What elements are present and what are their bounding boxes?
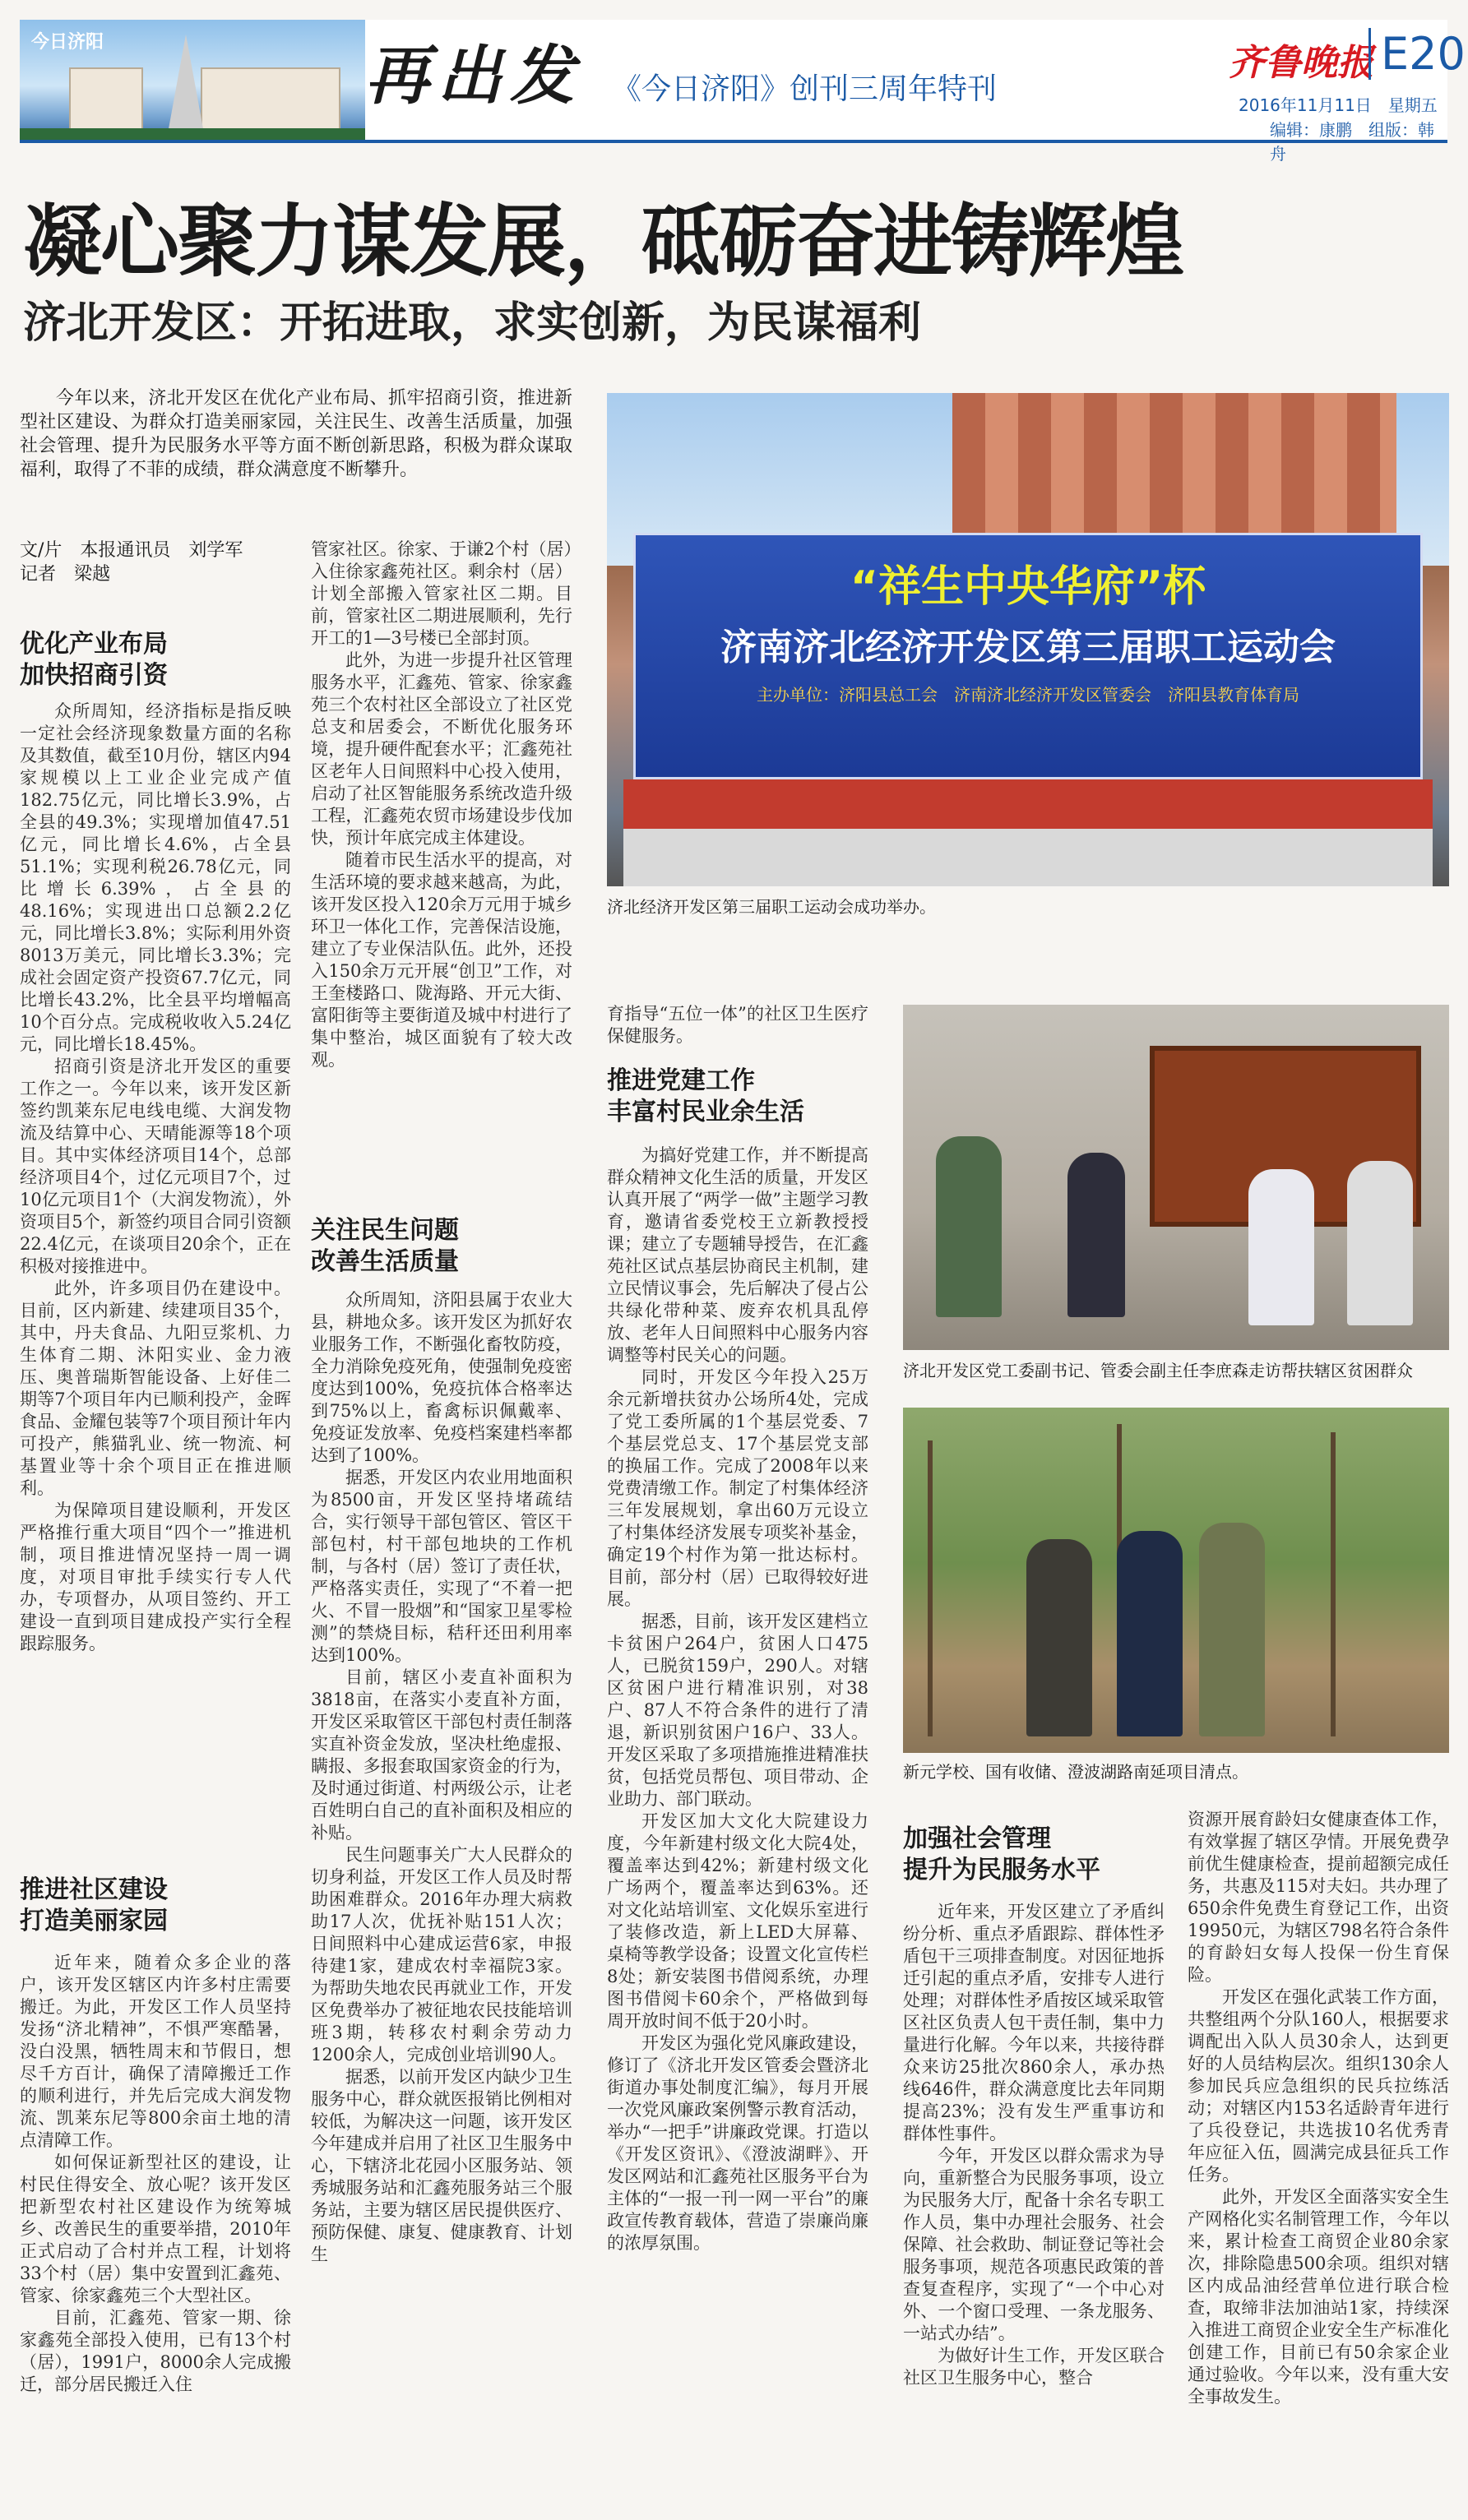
section-title-livelihood: 关注民生问题 改善生活质量	[311, 1216, 459, 1276]
column-5	[1188, 1809, 1449, 2503]
paragraph: 近年来，开发区建立了矛盾纠纷分析、重点矛盾跟踪、群体性矛盾包干三项排查制度。对因征地拆迁引起的重点矛盾，安排专人进行处理；对群体性矛盾按区域采取管区社区负责人包干责任制，集中力量进行化解。今年以来，共接待群众来访25批次860余人，承办热线646件，群众满意度比去年同期提高23%；没有发生严重事访和群体性事件。	[903, 1902, 1165, 2143]
paragraph: 随着市民生活水平的提高，对生活环境的要求越来越高，为此，该开发区投入120余万元用于城乡环卫一体化工作，完善保洁设施，建立了专业保洁队伍。此外，还投入150余万元开展“创卫”工作，对王奎楼路口、陇海路、开元大街、富阳街等主要街道及城中村进行了集中整治，城区面貌有了较大改观。	[311, 850, 572, 1070]
paragraph: 目前，辖区小麦直补面积为3818亩，在落实小麦直补方面，开发区采取管区干部包村责任制落实直补资金发放，坚决杜绝虚报、瞒报、多报套取国家资金的行为，及时通过街道、村两级公示，让老百姓明白自己的直补面积及相应的补贴。	[311, 1667, 572, 1843]
paragraph: 育指导“五位一体”的社区卫生医疗保健服务。	[607, 1004, 868, 1046]
section-title-industry: 优化产业布局 加快招商引资	[20, 630, 168, 690]
column-1-bottom	[20, 1952, 291, 2503]
paragraph: 据悉，以前开发区内缺少卫生服务中心，群众就医报销比例相对较低，为解决这一问题，该开发区今年建成并启用了社区卫生服务中心，下辖济北花园小区服务站、领秀城服务站和汇鑫苑服务站三个服务站，主要为辖区居民提供医疗、预防保健、康复、健康教育、计划生	[311, 2067, 572, 2264]
lead-paragraph: 今年以来，济北开发区在优化产业布局、抓牢招商引资，推进新型社区建设、为群众打造美丽家园，关注民生、改善生活质量，加强社会管理、提升为民服务水平等方面不断创新思路，积极为群众谋取福利，取得了不菲的成绩，群众满意度不断攀升。	[20, 388, 572, 480]
paragraph: 众所周知，经济指标是指反映一定社会经济现象数量方面的名称及其数值，截至10月份，辖区内94家规模以上工业企业完成产值182.75亿元，同比增长3.9%，占全县的49.3%；实现增加值47.51亿元，同比增长4.6%，占全县51.1%；实现利税26.78亿元，同比增长6.39%，占全县的48.16%；实现进出口总额2.2亿元，同比增长3.8%；实际利用外资8013万美元，同比增长3.3%；完成社会固定资产投资67.7亿元，同比增长43.2%，比全县平均增幅高10个百分点。完成税收收入5.24亿元，同比增长18.45%。	[20, 701, 291, 1054]
paragraph: 为保障项目建设顺利，开发区严格推行重大项目“四个一”推进机制，项目推进情况坚持一周一调度，对项目审批手续实行专人代办，专项督办，从项目签约、开工建设一直到项目建成投产实行全程跟踪服务。	[20, 1500, 291, 1653]
paragraph: 民生问题事关广大人民群众的切身利益，开发区工作人员及时帮助困难群众。2016年办理大病救助17人次，优抚补贴151人次；日间照料中心建成运营6家，申报待建1家，建成农村幸福院3家。为帮助失地农民再就业工作，开发区免费举办了被征地农民技能培训班3期，转移农村剩余劳动力1200余人，完成创业培训90人。	[311, 1845, 572, 2065]
paragraph: 开发区加大文化大院建设力度，今年新建村级文化大院4处，覆盖率达到42%；新建村级文化广场两个，覆盖率达到63%。还对文化站培训室、文化娱乐室进行了装修改造，新上LED大屏幕、桌椅等教学设备；设置文化宣传栏8处；新安装图书借阅系统，办理图书借阅卡60余个，严格做到每周开放时间不低于20小时。	[607, 1811, 868, 2031]
byline	[20, 539, 291, 586]
paragraph: 目前，汇鑫苑、管家一期、徐家鑫苑全部投入使用，已有13个村（居），1991户，8000余人完成搬迁，部分居民搬迁入住	[20, 2308, 291, 2394]
issue-date: 2016年11月11日 星期五	[1239, 95, 1438, 115]
page-number: E20	[1368, 28, 1466, 80]
paragraph: 如何保证新型社区的建设，让村民住得安全、放心呢？该开发区把新型农村社区建设作为统筹城乡、改善民生的重要举措，2010年正式启动了合村并点工程，计划将33个村（居）集中安置到汇鑫苑、管家、徐家鑫苑三个大型社区。	[20, 2152, 291, 2305]
special-issue-title: 《今日济阳》创刊三周年特刊	[612, 72, 998, 106]
photo-1-caption: 济北经济开发区第三届职工运动会成功举办。	[607, 897, 936, 917]
photo-2-caption: 济北开发区党工委副书记、管委会副主任李庶森走访帮扶辖区贫困群众	[903, 1361, 1413, 1380]
newspaper-logo: 齐鲁晚报	[1229, 42, 1373, 84]
sports-meeting-photo	[607, 393, 1449, 886]
headline: 凝心聚力谋发展，砥砺奋进铸辉煌	[23, 196, 1183, 288]
paragraph: 此外，为进一步提升社区管理服务水平，汇鑫苑、管家、徐家鑫苑三个农村社区全部设立了社区党总支和居委会，不断优化服务环境，提升硬件配套水平；汇鑫苑社区老年人日间照料中心投入使用，启动了社区智能服务系统改造升级工程，汇鑫苑农贸市场建设步伐加快，预计年底完成主体建设。	[311, 650, 572, 848]
paragraph: 今年，开发区以群众需求为导向，重新整合为民服务事项，设立为民服务大厅，配备十余名专职工作人员，集中办理社会服务、社会保障、社会救助、制证登记等社会服务事项，规范各项惠民政策的普查复查程序，实现了“一个中心对外、一个窗口受理、一条龙服务、一站式办结”。	[903, 2146, 1165, 2343]
byline-reporter: 记者 梁越	[20, 564, 111, 585]
paragraph: 众所周知，济阳县属于农业大县，耕地众多。该开发区为抓好农业服务工作，不断强化畜牧防疫，全力消除免疫死角，使强制免疫密度达到100%，免疫抗体合格率达到75%以上，畜禽标识佩戴率、免疫证发放率、免疫档案建档率都达到了100%。	[311, 1290, 572, 1465]
paragraph: 此外，开发区全面落实安全生产网格化实名制管理工作，今年以来，累计检查工商贸企业80余家次，排除隐患500余项。组织对辖区内成品油经营单位进行联合检查，取缔非法加油站1家，持续深入推进工商贸企业安全生产标准化创建工作，目前已有50余家企业通过验收。今年以来，没有重大安全事故发生。	[1188, 2187, 1449, 2407]
paragraph: 管家社区。徐家、于谦2个村（居）入住徐家鑫苑社区。剩余村（居）计划全部搬入管家社区二期。目前，管家社区二期进展顺利，先行开工的1—3号楼已全部封顶。	[311, 539, 572, 648]
subheadline: 济北开发区：开拓进取，求实创新，为民谋福利	[23, 298, 922, 348]
column-1-top	[20, 701, 291, 1852]
paragraph: 据悉，目前，该开发区建档立卡贫困户264户，贫困人口475人，已脱贫159户，290人。对辖区贫困户进行精准识别，对38户、87人不符合条件的进行了清退，新识别贫困户16户、33人。开发区采取了多项措施推进精准扶贫，包括党员帮包、项目带动、企业助力、部门联动。	[607, 1611, 868, 1809]
column-4	[903, 1901, 1165, 2503]
paragraph: 同时，开发区今年投入25万余元新增扶贫办公场所4处，完成了党工委所属的1个基层党委、7个基层党总支、17个基层党支部的换届工作。完成了2008年以来党费清缴工作。制定了村集体经济三年发展规划，拿出60万元设立了村集体经济发展专项奖补基金，确定19个村作为第一批达标村。目前，部分村（居）已取得较好进展。	[607, 1367, 868, 1609]
photo-3-caption: 新元学校、国有收储、澄波湖路南延项目清点。	[903, 1762, 1248, 1782]
paragraph: 据悉，开发区内农业用地面积为8500亩，开发区坚持堵疏结合，实行领导干部包管区、管区干部包村，村干部包地块的工作机制，与各村（居）签订了责任状，严格落实责任，实现了“不着一把火、不冒一股烟”和“国家卫星零检测”的禁烧目标，秸秆还田利用率达到100%。	[311, 1468, 572, 1665]
column-2-bottom	[311, 1289, 572, 2503]
editors: 编辑：康鹏 组版：韩舟	[1270, 120, 1434, 164]
section-title-community: 推进社区建设 打造美丽家园	[20, 1875, 168, 1935]
project-inspection-photo	[903, 1408, 1449, 1753]
paragraph: 近年来，随着众多企业的落户，该开发区辖区内许多村庄需要搬迁。为此，开发区工作人员坚持发扬“济北精神”，不惧严寒酷暑，没白没黑，牺牲周末和节假日，想尽千方百计，确保了清障搬迁工作的顺利进行，并先后完成大润发物流、凯莱东尼等800余亩土地的清点清障工作。	[20, 1953, 291, 2150]
header-band	[20, 20, 1466, 164]
paragraph: 此外，许多项目仍在建设中。目前，区内新建、续建项目35个，其中，丹夫食品、九阳豆浆机、力生体育二期、沐阳实业、金力液压、奥普瑞斯智能设备、上好佳二期等7个项目年内已顺利投产，金晖食品、金耀包装等7个项目预计年内可投产，熊猫乳业、统一物流、柯基置业等十余个项目正在推进顺利。	[20, 1278, 291, 1498]
paragraph: 为做好计生工作，开发区联合社区卫生服务中心，整合	[903, 2346, 1165, 2388]
byline-author: 文/片 本报通讯员 刘学军	[20, 540, 243, 561]
banner-title: 济南济北经济开发区第三届职工运动会	[720, 627, 1336, 668]
column-2-top	[311, 539, 572, 1221]
banner-organizers: 主办单位：济阳县总工会 济南济北经济开发区管委会 济阳县教育体育局	[757, 685, 1299, 705]
paragraph: 开发区为强化党风廉政建设，修订了《济北开发区管委会暨济北街道办事处制度汇编》，每月开展一次党风廉政案例警示教育活动，举办“一把手”讲廉政党课。打造以《开发区资讯》、《澄波湖畔》、开发区网站和汇鑫苑社区服务平台为主体的“一报一刊一网一平台”的廉政宣传教育载体，营造了崇廉尚廉的浓厚氛围。	[607, 2033, 868, 2253]
calligraphy-title: 再出发	[365, 39, 583, 113]
paragraph: 招商引资是济北开发区的重要工作之一。今年以来，该开发区新签约凯莱东尼电线电缆、大润发物流及结算中心、天晴能源等18个项目。其中实体经济项目14个，总部经济项目4个，过亿元项目7个，过10亿元项目1个（大润发物流），外资项目5个，新签约项目合同引资额22.4亿元，在谈项目20余个，正在积极对接推进中。	[20, 1057, 291, 1276]
column-3-top	[607, 1003, 868, 1049]
banner-sponsor: “祥生中央华府”杯	[850, 562, 1206, 612]
paragraph: 开发区在强化武装工作方面，共整组两个分队160人，根据要求调配出入队人员30余人，达到更好的人员结构层次。组织130余人参加民兵应急组织的民兵拉练活动；对辖区内153名适龄青年进行了兵役登记，共选拔10名优秀青年应征入伍，圆满完成县征兵工作任务。	[1188, 1987, 1449, 2185]
section-title-management: 加强社会管理 提升为民服务水平	[903, 1824, 1100, 1884]
section-title-party: 推进党建工作 丰富村民业余生活	[607, 1066, 804, 1126]
column-3-bottom	[607, 1144, 868, 2503]
poverty-visit-photo	[903, 1005, 1449, 1350]
paragraph: 资源开展育龄妇女健康查体工作，有效掌握了辖区孕情。开展免费孕前优生健康检查，提前超额完成任务，共惠及115对夫妇。共办理了650余件免费生育登记工作，出资19950元，为辖区798名符合条件的育龄妇女每人投保一份生育保险。	[1188, 1810, 1449, 1985]
paragraph: 为搞好党建工作，并不断提高群众精神文化生活的质量，开发区认真开展了“两学一做”主题学习教育，邀请省委党校王立新教授授课；建立了专题辅导授告，在汇鑫苑社区试点基层协商民主机制，建立民情议事会，先后解决了侵占公共绿化带种菜、废弃农机具乱停放、老年人日间照料中心服务内容调整等村民关心的问题。	[607, 1145, 868, 1365]
section-tag: 今日济阳	[31, 32, 104, 53]
event-banner	[633, 533, 1423, 779]
